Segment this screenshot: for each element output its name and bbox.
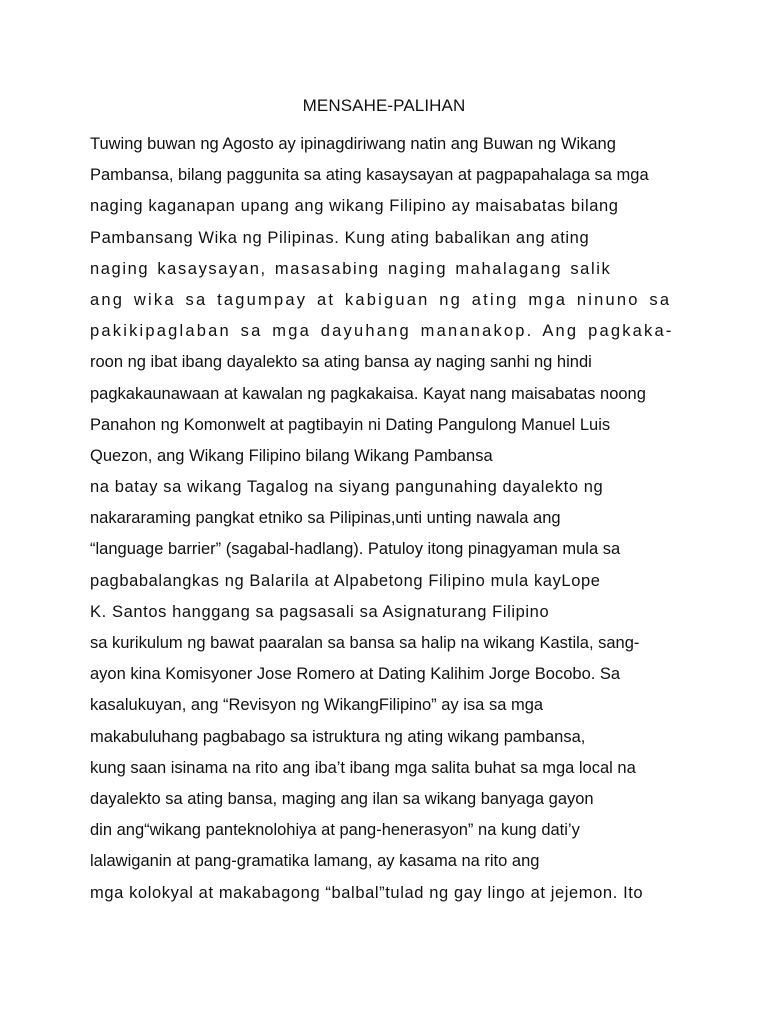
text-line: ayon kina Komisyoner Jose Romero at Dating Kalihim Jorge Bocobo. Sa <box>90 665 621 684</box>
text-line: Pambansa, bilang paggunita sa ating kasaysayan at pagpapahalaga sa mga <box>90 166 649 185</box>
text-line: “language barrier” (sagabal-hadlang). Patuloy itong pinagyaman mula sa <box>90 540 621 559</box>
text-line: pagkakaunawaan at kawalan ng pagkakaisa. Kayat nang maisabatas noong <box>90 384 646 403</box>
text-line: naging kaganapan upang ang wikang Filipino ay maisabatas bilang <box>90 197 619 216</box>
text-line: Pambansang Wika ng Pilipinas. Kung ating babalikan ang ating <box>90 228 590 247</box>
document-title: MENSAHE-PALIHAN <box>302 96 466 115</box>
text-line: mga kolokyal at makabagong “balbal”tulad ng gay lingo at jejemon. Ito <box>90 883 644 902</box>
text-line: nakararaming pangkat etniko sa Pilipinas,unti unting nawala ang <box>90 509 561 528</box>
text-line: pakikipaglaban sa mga dayuhang mananakop. Ang pagkaka- <box>90 322 674 341</box>
text-line: lalawiganin at pang-gramatika lamang, ay kasama na rito ang <box>90 852 540 871</box>
text-line: kung saan isinama na rito ang iba’t ibang mga salita buhat sa mga local na <box>90 758 636 777</box>
text-line: roon ng ibat ibang dayalekto sa ating bansa ay naging sanhi ng hindi <box>90 353 592 372</box>
text-line: Tuwing buwan ng Agosto ay ipinagdiriwang natin ang Buwan ng Wikang <box>90 135 616 153</box>
text-line: sa kurikulum ng bawat paaralan sa bansa sa halip na wikang Kastila, sang- <box>90 634 640 652</box>
text-line: Panahon ng Komonwelt at pagtibayin ni Dating Pangulong Manuel Luis <box>90 415 611 434</box>
text-line: kasalukuyan, ang “Revisyon ng WikangFilipino” ay isa sa mga <box>90 696 544 715</box>
text-line: Quezon, ang Wikang Filipino bilang Wikang Pambansa <box>90 446 493 465</box>
document-body <box>90 129 690 909</box>
text-line: makabuluhang pagbabago sa istruktura ng ating wikang pambansa, <box>90 727 586 746</box>
text-line: na batay sa wikang Tagalog na siyang pangunahing dayalekto ng <box>90 478 604 497</box>
text-line: ang wika sa tagumpay at kabiguan ng ating mga ninuno sa <box>90 290 672 309</box>
text-line: naging kasaysayan, masasabing naging mahalagang salik <box>90 259 612 278</box>
text-line: din ang“wikang panteknolohiya at pang-henerasyon” na kung dati’y <box>90 821 580 840</box>
text-line: dayalekto sa ating bansa, maging ang ilan sa wikang banyaga gayon <box>90 789 594 808</box>
text-line: pagbabalangkas ng Balarila at Alpabetong Filipino mula kayLope <box>90 571 601 590</box>
text-line: K. Santos hanggang sa pagsasali sa Asignaturang Filipino <box>90 602 550 621</box>
